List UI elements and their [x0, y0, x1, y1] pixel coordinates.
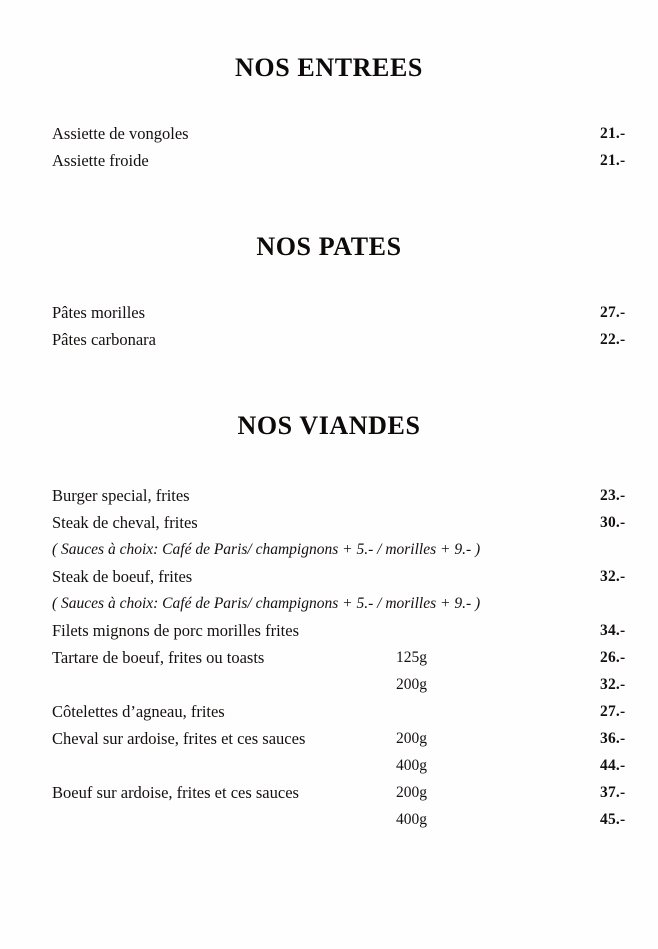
menu-item-note: ( Sauces à choix: Café de Paris/ champignons + 5.- / morilles + 9.- )	[52, 541, 481, 558]
menu-item-price: 22.-	[600, 331, 626, 348]
menu-item-row-inner	[52, 326, 658, 353]
menu-item-price: 30.-	[600, 514, 626, 531]
menu-item-row-inner	[52, 563, 658, 590]
menu-item-row	[0, 752, 658, 779]
menu-item-price: 21.-	[600, 125, 626, 142]
menu-section-pates	[0, 174, 658, 353]
section-heading-viandes: NOS VIANDES	[237, 411, 421, 440]
menu-item-row	[0, 644, 658, 671]
menu-item-row	[0, 120, 658, 147]
menu-item-weight: 125g	[396, 649, 427, 666]
section-heading-entrees: NOS ENTREES	[235, 53, 423, 82]
menu-item-row	[0, 509, 658, 536]
menu-item-row-inner	[52, 779, 658, 806]
menu-item-name: Tartare de boeuf, frites ou toasts	[52, 648, 265, 667]
menu-item-row-inner	[52, 725, 658, 752]
menu-item-row-inner	[52, 644, 658, 671]
menu-item-row-inner	[52, 617, 658, 644]
menu-item-row-inner	[52, 806, 658, 833]
menu-item-row	[0, 147, 658, 174]
menu-item-name: Assiette froide	[52, 151, 149, 170]
menu-item-row-inner	[52, 671, 658, 698]
menu-item-row-inner	[52, 698, 658, 725]
menu-item-name: Boeuf sur ardoise, frites et ces sauces	[52, 783, 299, 802]
menu-item-row	[0, 563, 658, 590]
menu-item-price: 27.-	[600, 304, 626, 321]
menu-item-list-pates	[0, 260, 658, 353]
menu-item-row-inner	[52, 509, 658, 536]
menu-item-name: Filets mignons de porc morilles frites	[52, 621, 300, 640]
menu-item-row	[0, 299, 658, 326]
menu-item-name: Cheval sur ardoise, frites et ces sauces	[52, 729, 306, 748]
menu-item-row	[0, 326, 658, 353]
menu-item-price: 21.-	[600, 152, 626, 169]
menu-item-name: Burger special, frites	[52, 486, 190, 505]
menu-item-name: Pâtes carbonara	[52, 330, 156, 349]
menu-item-weight: 200g	[396, 730, 427, 747]
menu-item-price: 37.-	[600, 784, 626, 801]
menu-item-price: 36.-	[600, 730, 626, 747]
menu-item-row-inner	[52, 482, 658, 509]
menu-item-row-inner	[52, 120, 658, 147]
menu-item-name: Steak de cheval, frites	[52, 513, 198, 532]
section-heading-pates: NOS PATES	[256, 232, 402, 261]
menu-item-name: Assiette de vongoles	[52, 124, 189, 143]
menu-item-row-inner	[52, 147, 658, 174]
menu-item-note: ( Sauces à choix: Café de Paris/ champignons + 5.- / morilles + 9.- )	[52, 595, 481, 612]
menu-item-row	[0, 482, 658, 509]
menu-item-name: Côtelettes d’agneau, frites	[52, 702, 225, 721]
menu-item-row-inner	[52, 752, 658, 779]
menu-item-price: 45.-	[600, 811, 626, 828]
menu-item-price: 27.-	[600, 703, 626, 720]
menu-section-entrees	[0, 0, 658, 174]
menu-item-weight: 400g	[396, 811, 427, 828]
menu-item-price: 32.-	[600, 676, 626, 693]
menu-item-name: Pâtes morilles	[52, 303, 146, 322]
menu-item-weight: 400g	[396, 757, 427, 774]
menu-item-list-entrees	[0, 81, 658, 174]
menu-item-row	[0, 671, 658, 698]
menu-item-row	[0, 617, 658, 644]
menu-item-price: 23.-	[600, 487, 626, 504]
menu-section-viandes	[0, 353, 658, 833]
menu-item-row	[0, 806, 658, 833]
menu-item-row-inner	[52, 299, 658, 326]
menu-item-name: Steak de boeuf, frites	[52, 567, 193, 586]
menu-item-weight: 200g	[396, 784, 427, 801]
menu-item-price: 32.-	[600, 568, 626, 585]
menu-item-price: 26.-	[600, 649, 626, 666]
menu-item-list-viandes	[0, 439, 658, 833]
menu-item-row	[0, 698, 658, 725]
menu-item-price: 44.-	[600, 757, 626, 774]
menu-item-row	[0, 779, 658, 806]
menu-item-weight: 200g	[396, 676, 427, 693]
menu-item-price: 34.-	[600, 622, 626, 639]
menu-item-row	[0, 725, 658, 752]
